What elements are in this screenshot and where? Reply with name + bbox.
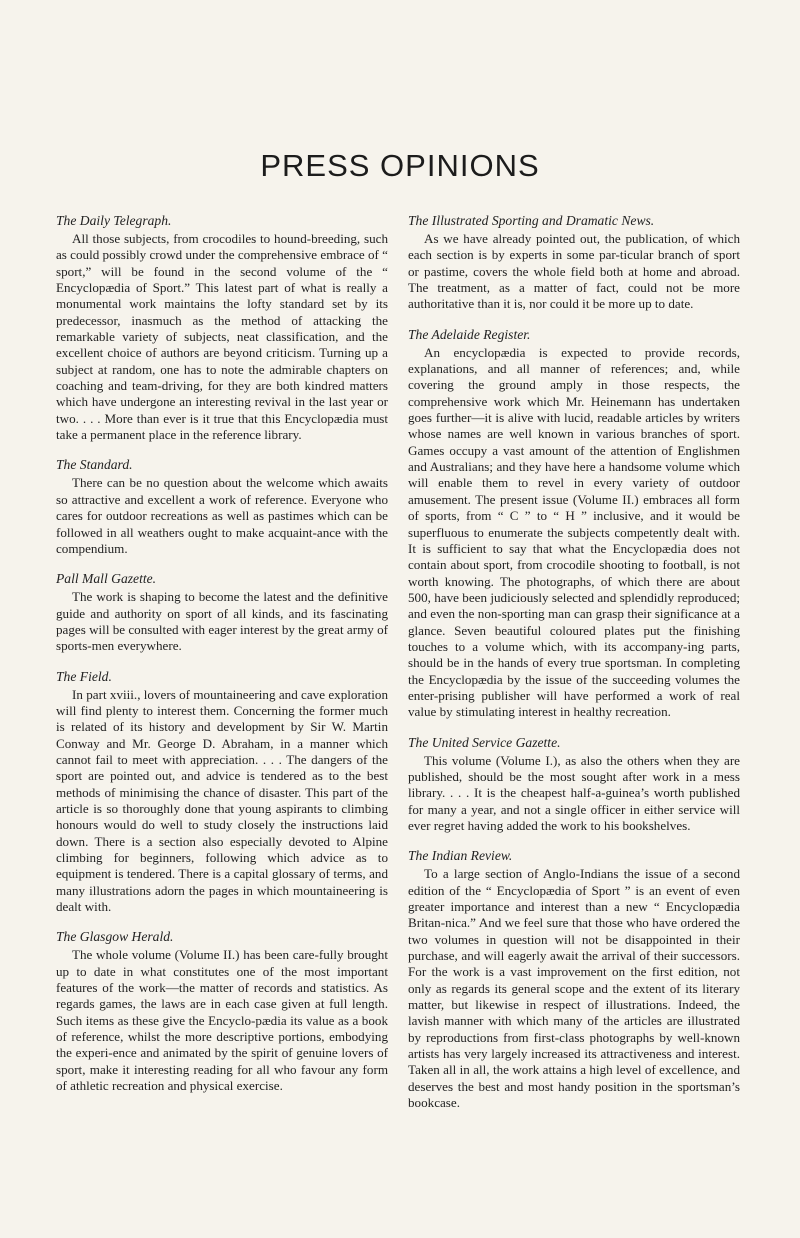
review-indian-review: [408, 847, 740, 1111]
review-standard: [56, 456, 388, 557]
review-source: The Illustrated Sporting and Dramatic News.: [408, 213, 655, 228]
right-column: [408, 212, 740, 1125]
review-source: The Indian Review.: [408, 848, 513, 864]
review-pall-mall-gazette: [56, 570, 388, 654]
review-united-service-gazette: [408, 734, 740, 835]
review-text: All those subjects, from crocodiles to hound-breeding, such as could possibly crowd under the comprehensive embrace of “ sport,” will be found in the second volume of the “ Encyclopædia of Sport.” This latest part of what is really a monumental work maintains the lofty standard set by its predecessor, inasmuch as the method of attacking the remarkable variety of subjects, neat classification, and the excellent choice of authors are beyond criticism. Turning up a subject at random, one has to note the admirable chapters on coaching and team-driving, for they are both kindred matters which have undergone an interesting revival in the last year or two. . . . More than ever is it true that this Encyclopædia must take a permanent place in the reference library.: [56, 231, 388, 443]
review-text: To a large section of Anglo-Indians the issue of a second edition of the “ Encyclopædia of Sport ” is an event of even greater importance and interest than a new “ Encyclopædia Britan-nica.” And we feel sure that those who have ordered the two volumes in question will not be disappointed in their purchase, and will eagerly await the arrival of their successors. For the work is a vast improvement on the first edition, not only as regards its general scope and the extent of its literary matter, but likewise in respect of illustrations. Indeed, the lavish manner with which many of the articles are illustrated by reproductions from first-class photographs by well-known artists has very largely increased its attractiveness and interest. Taken all in all, the work attains a high level of excellence, and deserves the best and most handy position in the sportsman’s bookcase.: [408, 866, 740, 1111]
review-glasgow-herald: [56, 928, 388, 1094]
review-text: The whole volume (Volume II.) has been care-fully brought up to date in what constitutes one of the most important features of the work—the matter of records and statistics. As regards games, the laws are in each case given at full length. Such items as these give the Encyclo-pædia its value as a book of reference, whilst the more descriptive portions, embodying the experi-ence and animated by the spirit of genuine lovers of sport, make it interesting reading for all who favour any form of athletic recreation and physical exercise.: [56, 947, 388, 1094]
review-text: The work is shaping to become the latest and the definitive guide and authority on sport of all kinds, and its fascinating pages will be consulted with eager interest by the great army of sports-men everywhere.: [56, 589, 388, 654]
review-source: The Glasgow Herald.: [56, 929, 174, 945]
review-source: The Field.: [56, 668, 112, 684]
review-source: The Standard.: [56, 457, 133, 473]
review-text: There can be no question about the welcome which awaits so attractive and excellent a work of reference. Everyone who cares for outdoor recreations as well as pastimes which can be followed in all weathers ought to make acquaint-ance with the compendium.: [56, 475, 388, 556]
review-field: [56, 668, 388, 916]
review-source: The Adelaide Register.: [408, 326, 531, 342]
review-source: Pall Mall Gazette.: [56, 571, 157, 587]
review-daily-telegraph: [56, 212, 388, 443]
review-adelaide-register: [408, 326, 740, 721]
review-source: The Daily Telegraph.: [56, 213, 172, 228]
review-source: The United Service Gazette.: [408, 734, 561, 750]
left-column: [56, 212, 388, 1107]
review-text: In part xviii., lovers of mountaineering and cave exploration will find plenty to interest them. Concerning the former much is related of its history and development by Sir W. Martin Conway and Mr. George D. Abraham, in a manner which cannot fail to meet with appreciation. . . . The dangers of the sport are pointed out, and advice is tendered as to the best methods of minimising the chance of disaster. This part of the article is so thoroughly done that young aspirants to climbing honours would do well to study closely the instructions laid down. There is a section also especially devoted to Alpine climbing for beginners, following which advice as to equipment is tendered. There is a capital glossary of terms, and many illustrations adorn the pages in which mountaineering is dealt with.: [56, 686, 388, 915]
page-title: PRESS OPINIONS: [260, 148, 540, 183]
review-text: As we have already pointed out, the publication, of which each section is by experts in some par-ticular branch of sport or pastime, covers the whole field both at home and abroad. The treatment, as a matter of fact, could not be more authoritative than it is, nor could it be more up to date.: [408, 231, 740, 312]
review-illustrated-sporting-news: [408, 212, 740, 313]
review-text: An encyclopædia is expected to provide records, explanations, and all manner of references; and, while covering the ground amply in those respects, the comprehensive work which Mr. Heinemann has undertaken goes further—it is alive with lucid, readable articles by writers whose names are well known in various branches of sport. Games occupy a vast amount of the attention of Englishmen and Australians; and they have here a handsome volume which will enable them to revel in every variety of outdoor amusement. The present issue (Volume II.) embraces all form of sports, from “ C ” to “ H ” inclusive, and it would be superfluous to enumerate the subjects competently dealt with. It is sufficient to say that what the Encyclopædia does not contain about sport, from crocodile shooting to football, is not worth knowing. The photographs, of which there are about 500, have been judiciously selected and splendidly reproduced; and even the non-sporting man can grasp their significance at a glance. Seven beautiful coloured plates put the finishing touches to a volume which, with its accompany-ing parts, should be in the hands of every true sportsman. In completing the Encyclopædia by the issue of the succeeding volumes the enter-prising publisher will have performed a work of real value by stimulating interest in healthy recreation.: [408, 344, 740, 720]
review-text: This volume (Volume I.), as also the others when they are published, should be the most sought after work in a mess library. . . . It is the cheapest half-a-guinea’s worth published for many a year, and not a single officer in either service will ever regret having added the work to his bookshelves.: [408, 752, 740, 833]
